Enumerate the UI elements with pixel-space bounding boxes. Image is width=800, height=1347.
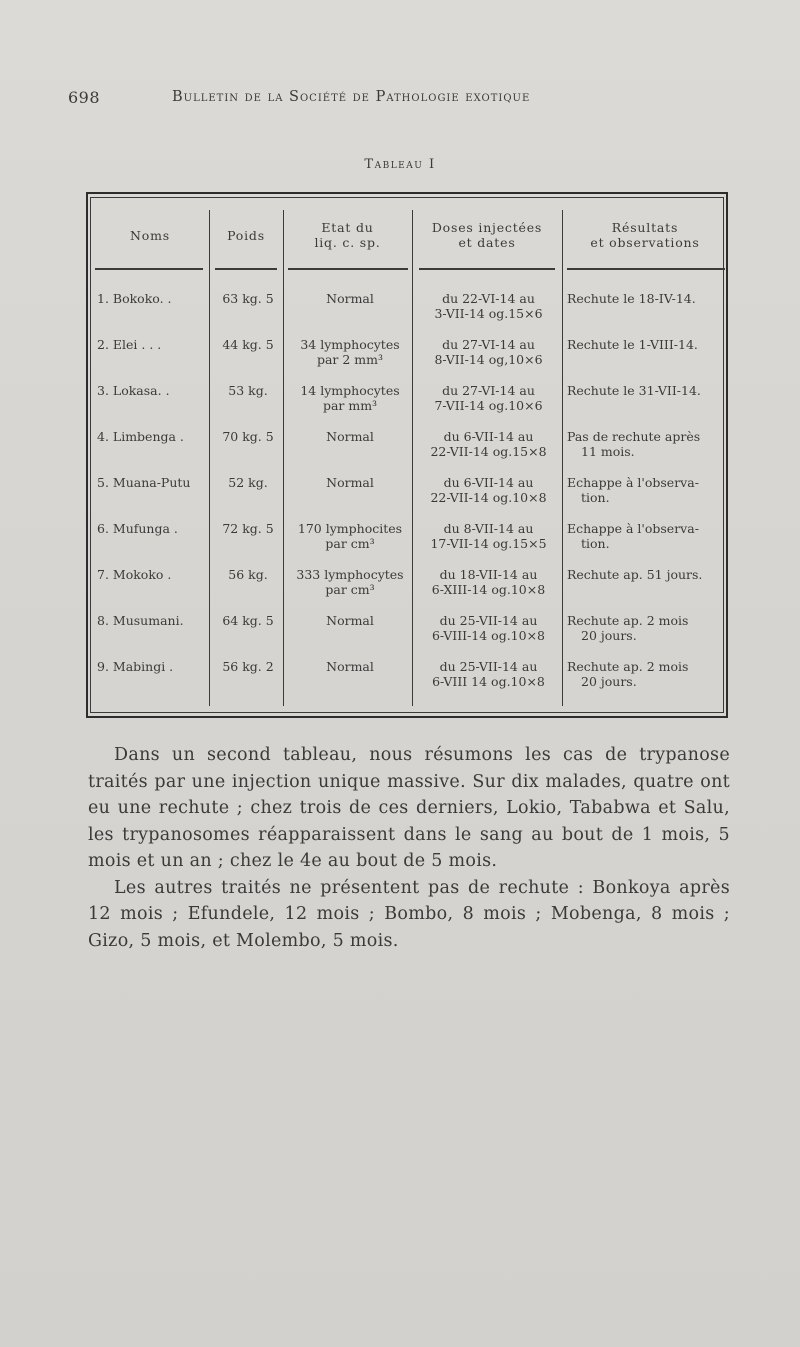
cell-doses-line2: 6-XIII-14 og.10×8 — [431, 582, 546, 597]
cell-etat — [288, 337, 412, 367]
cell-doses-line1: du 6-VII-14 au — [443, 475, 534, 490]
cell-res-line2: 20 jours. — [581, 628, 637, 643]
cell-res-line1: Rechute le 31-VII-14. — [567, 383, 701, 398]
cell-poids: 70 kg. 5 — [222, 429, 274, 444]
cell-resultat — [567, 567, 729, 582]
table-row — [91, 429, 731, 475]
cell-resultat — [567, 383, 729, 398]
cell-doses-line2: 6-VIII 14 og.10×8 — [432, 674, 545, 689]
cell-resultat — [567, 337, 729, 352]
cell-doses-line1: du 6-VII-14 au — [443, 429, 534, 444]
cell-doses-line2: 22-VII-14 og.15×8 — [430, 444, 547, 459]
cell-doses — [416, 613, 561, 643]
paragraph-1: Dans un second tableau, nous résumons les cas de trypanose traités par une injection unique massive. Sur dix malades, quatre ont eu une rechute ; chez trois de ces derniers, Lokio, Tababwa et Salu, les trypanosomes réapparaissent dans le sang au bout de 1 mois, 5 mois et un an ; chez le 4e au bout de 5 mois. — [88, 745, 730, 871]
cell-doses-line1: du 25-VII-14 au — [439, 613, 538, 628]
cell-etat-line1: 170 lymphocites — [297, 521, 403, 536]
cell-doses — [416, 383, 561, 413]
table-row — [91, 291, 731, 337]
cell-nom: 7. Mokoko . — [97, 567, 172, 582]
cell-res-line2: tion. — [581, 536, 610, 551]
cell-resultat — [567, 429, 729, 459]
cell-res-line1: Echappe à l'observa- — [567, 521, 699, 536]
cell-doses-line1: du 22-VI-14 au — [442, 291, 535, 306]
cell-poids: 52 kg. — [228, 475, 268, 490]
cell-doses — [416, 567, 561, 597]
cell-doses-line2: 8-VII-14 og,10×6 — [434, 352, 543, 367]
header-etat — [283, 220, 412, 250]
table-row — [91, 383, 731, 429]
cell-etat-line1: Normal — [326, 475, 374, 490]
cell-etat-line2: par cm³ — [325, 536, 375, 551]
cell-nom: 6. Mufunga . — [97, 521, 178, 536]
table-row — [91, 337, 731, 383]
running-title: Bulletin de la Société de Pathologie exotique — [172, 89, 531, 105]
header-resultats — [562, 220, 728, 250]
body-text — [88, 742, 730, 954]
cell-doses-line1: du 25-VII-14 au — [439, 659, 538, 674]
header-noms: Noms — [130, 228, 170, 243]
cell-etat — [288, 567, 412, 597]
cell-doses — [416, 337, 561, 367]
cell-etat — [288, 521, 412, 551]
table-row — [91, 475, 731, 521]
cell-doses — [416, 291, 561, 321]
cell-poids: 44 kg. 5 — [222, 337, 274, 352]
table-row — [91, 659, 731, 705]
cell-etat-line2: par cm³ — [325, 582, 375, 597]
cell-etat-line1: Normal — [326, 613, 374, 628]
page-number: 698 — [68, 88, 101, 107]
cell-res-line1: Rechute le 18-IV-14. — [567, 291, 696, 306]
cell-res-line1: Rechute ap. 51 jours. — [567, 567, 703, 582]
cell-nom: 1. Bokoko. . — [97, 291, 172, 306]
cell-doses-line2: 7-VII-14 og.10×6 — [434, 398, 543, 413]
cell-doses-line2: 6-VIII-14 og.10×8 — [431, 628, 546, 643]
cell-etat-line2: par mm³ — [322, 398, 378, 413]
cell-doses-line1: du 27-VI-14 au — [442, 383, 535, 398]
header-etat-line1: Etat du — [321, 220, 374, 235]
table-row — [91, 613, 731, 659]
cell-res-line1: Rechute le 1-VIII-14. — [567, 337, 698, 352]
page-header — [60, 88, 740, 112]
cell-doses — [416, 475, 561, 505]
cell-etat-line1: 333 lymphocytes — [296, 567, 404, 582]
data-table — [86, 192, 728, 718]
cell-res-line2: 11 mois. — [581, 444, 635, 459]
cell-etat-line1: 14 lymphocytes — [300, 383, 400, 398]
cell-poids: 53 kg. — [228, 383, 268, 398]
cell-doses — [416, 521, 561, 551]
cell-etat — [288, 613, 412, 628]
cell-doses — [416, 429, 561, 459]
header-poids: Poids — [227, 228, 265, 243]
header-doses-line1: Doses injectées — [431, 220, 543, 235]
cell-res-line2: 20 jours. — [581, 674, 637, 689]
cell-doses-line1: du 18-VII-14 au — [439, 567, 538, 582]
cell-res-line2: tion. — [581, 490, 610, 505]
cell-poids: 56 kg. — [228, 567, 268, 582]
header-rule — [215, 268, 277, 270]
paragraph-2: Les autres traités ne présentent pas de rechute : Bonkoya après 12 mois ; Efundele, 12 mois ; Bombo, 8 mois ; Mobenga, 8 mois ; Gizo, 5 mois, et Molembo, 5 mois. — [88, 877, 730, 951]
cell-doses-line1: du 8-VII-14 au — [443, 521, 534, 536]
cell-etat-line1: Normal — [326, 291, 374, 306]
cell-etat-line1: Normal — [326, 659, 374, 674]
cell-poids: 56 kg. 2 — [222, 659, 274, 674]
cell-resultat — [567, 659, 729, 689]
cell-etat — [288, 291, 412, 306]
cell-nom: 3. Lokasa. . — [97, 383, 170, 398]
cell-etat — [288, 383, 412, 413]
cell-nom: 2. Elei . . . — [97, 337, 162, 352]
cell-poids: 72 kg. 5 — [222, 521, 274, 536]
cell-resultat — [567, 291, 729, 306]
cell-etat-line1: Normal — [326, 429, 374, 444]
cell-resultat — [567, 475, 729, 505]
cell-poids: 64 kg. 5 — [222, 613, 274, 628]
cell-nom: 8. Musumani. — [97, 613, 184, 628]
cell-poids: 63 kg. 5 — [222, 291, 274, 306]
header-resultats-line1: Résultats — [611, 220, 679, 235]
cell-nom: 4. Limbenga . — [97, 429, 184, 444]
cell-doses-line2: 17-VII-14 og.15×5 — [430, 536, 547, 551]
cell-nom: 5. Muana-Putu — [97, 475, 191, 490]
cell-res-line1: Rechute ap. 2 mois — [567, 613, 689, 628]
cell-res-line1: Echappe à l'observa- — [567, 475, 699, 490]
header-resultats-line2: et observations — [590, 235, 700, 250]
header-rule — [95, 268, 203, 270]
header-rule — [567, 268, 725, 270]
table-row — [91, 521, 731, 567]
header-doses — [412, 220, 562, 250]
cell-doses — [416, 659, 561, 689]
table-caption: Tableau I — [364, 157, 436, 172]
header-etat-line2: liq. c. sp. — [314, 235, 381, 250]
header-rule — [419, 268, 555, 270]
header-rule — [288, 268, 408, 270]
cell-resultat — [567, 613, 729, 643]
cell-etat — [288, 659, 412, 674]
cell-resultat — [567, 521, 729, 551]
cell-etat-line1: 34 lymphocytes — [300, 337, 400, 352]
cell-doses-line2: 3-VII-14 og.15×6 — [434, 306, 543, 321]
cell-nom: 9. Mabingi . — [97, 659, 174, 674]
table-row — [91, 567, 731, 613]
cell-etat — [288, 475, 412, 490]
cell-etat — [288, 429, 412, 444]
cell-res-line1: Pas de rechute après — [567, 429, 701, 444]
cell-etat-line2: par 2 mm³ — [316, 352, 384, 367]
cell-res-line1: Rechute ap. 2 mois — [567, 659, 689, 674]
cell-doses-line1: du 27-VI-14 au — [442, 337, 535, 352]
header-doses-line2: et dates — [458, 235, 516, 250]
table-inner-frame — [90, 197, 724, 713]
cell-doses-line2: 22-VII-14 og.10×8 — [430, 490, 547, 505]
